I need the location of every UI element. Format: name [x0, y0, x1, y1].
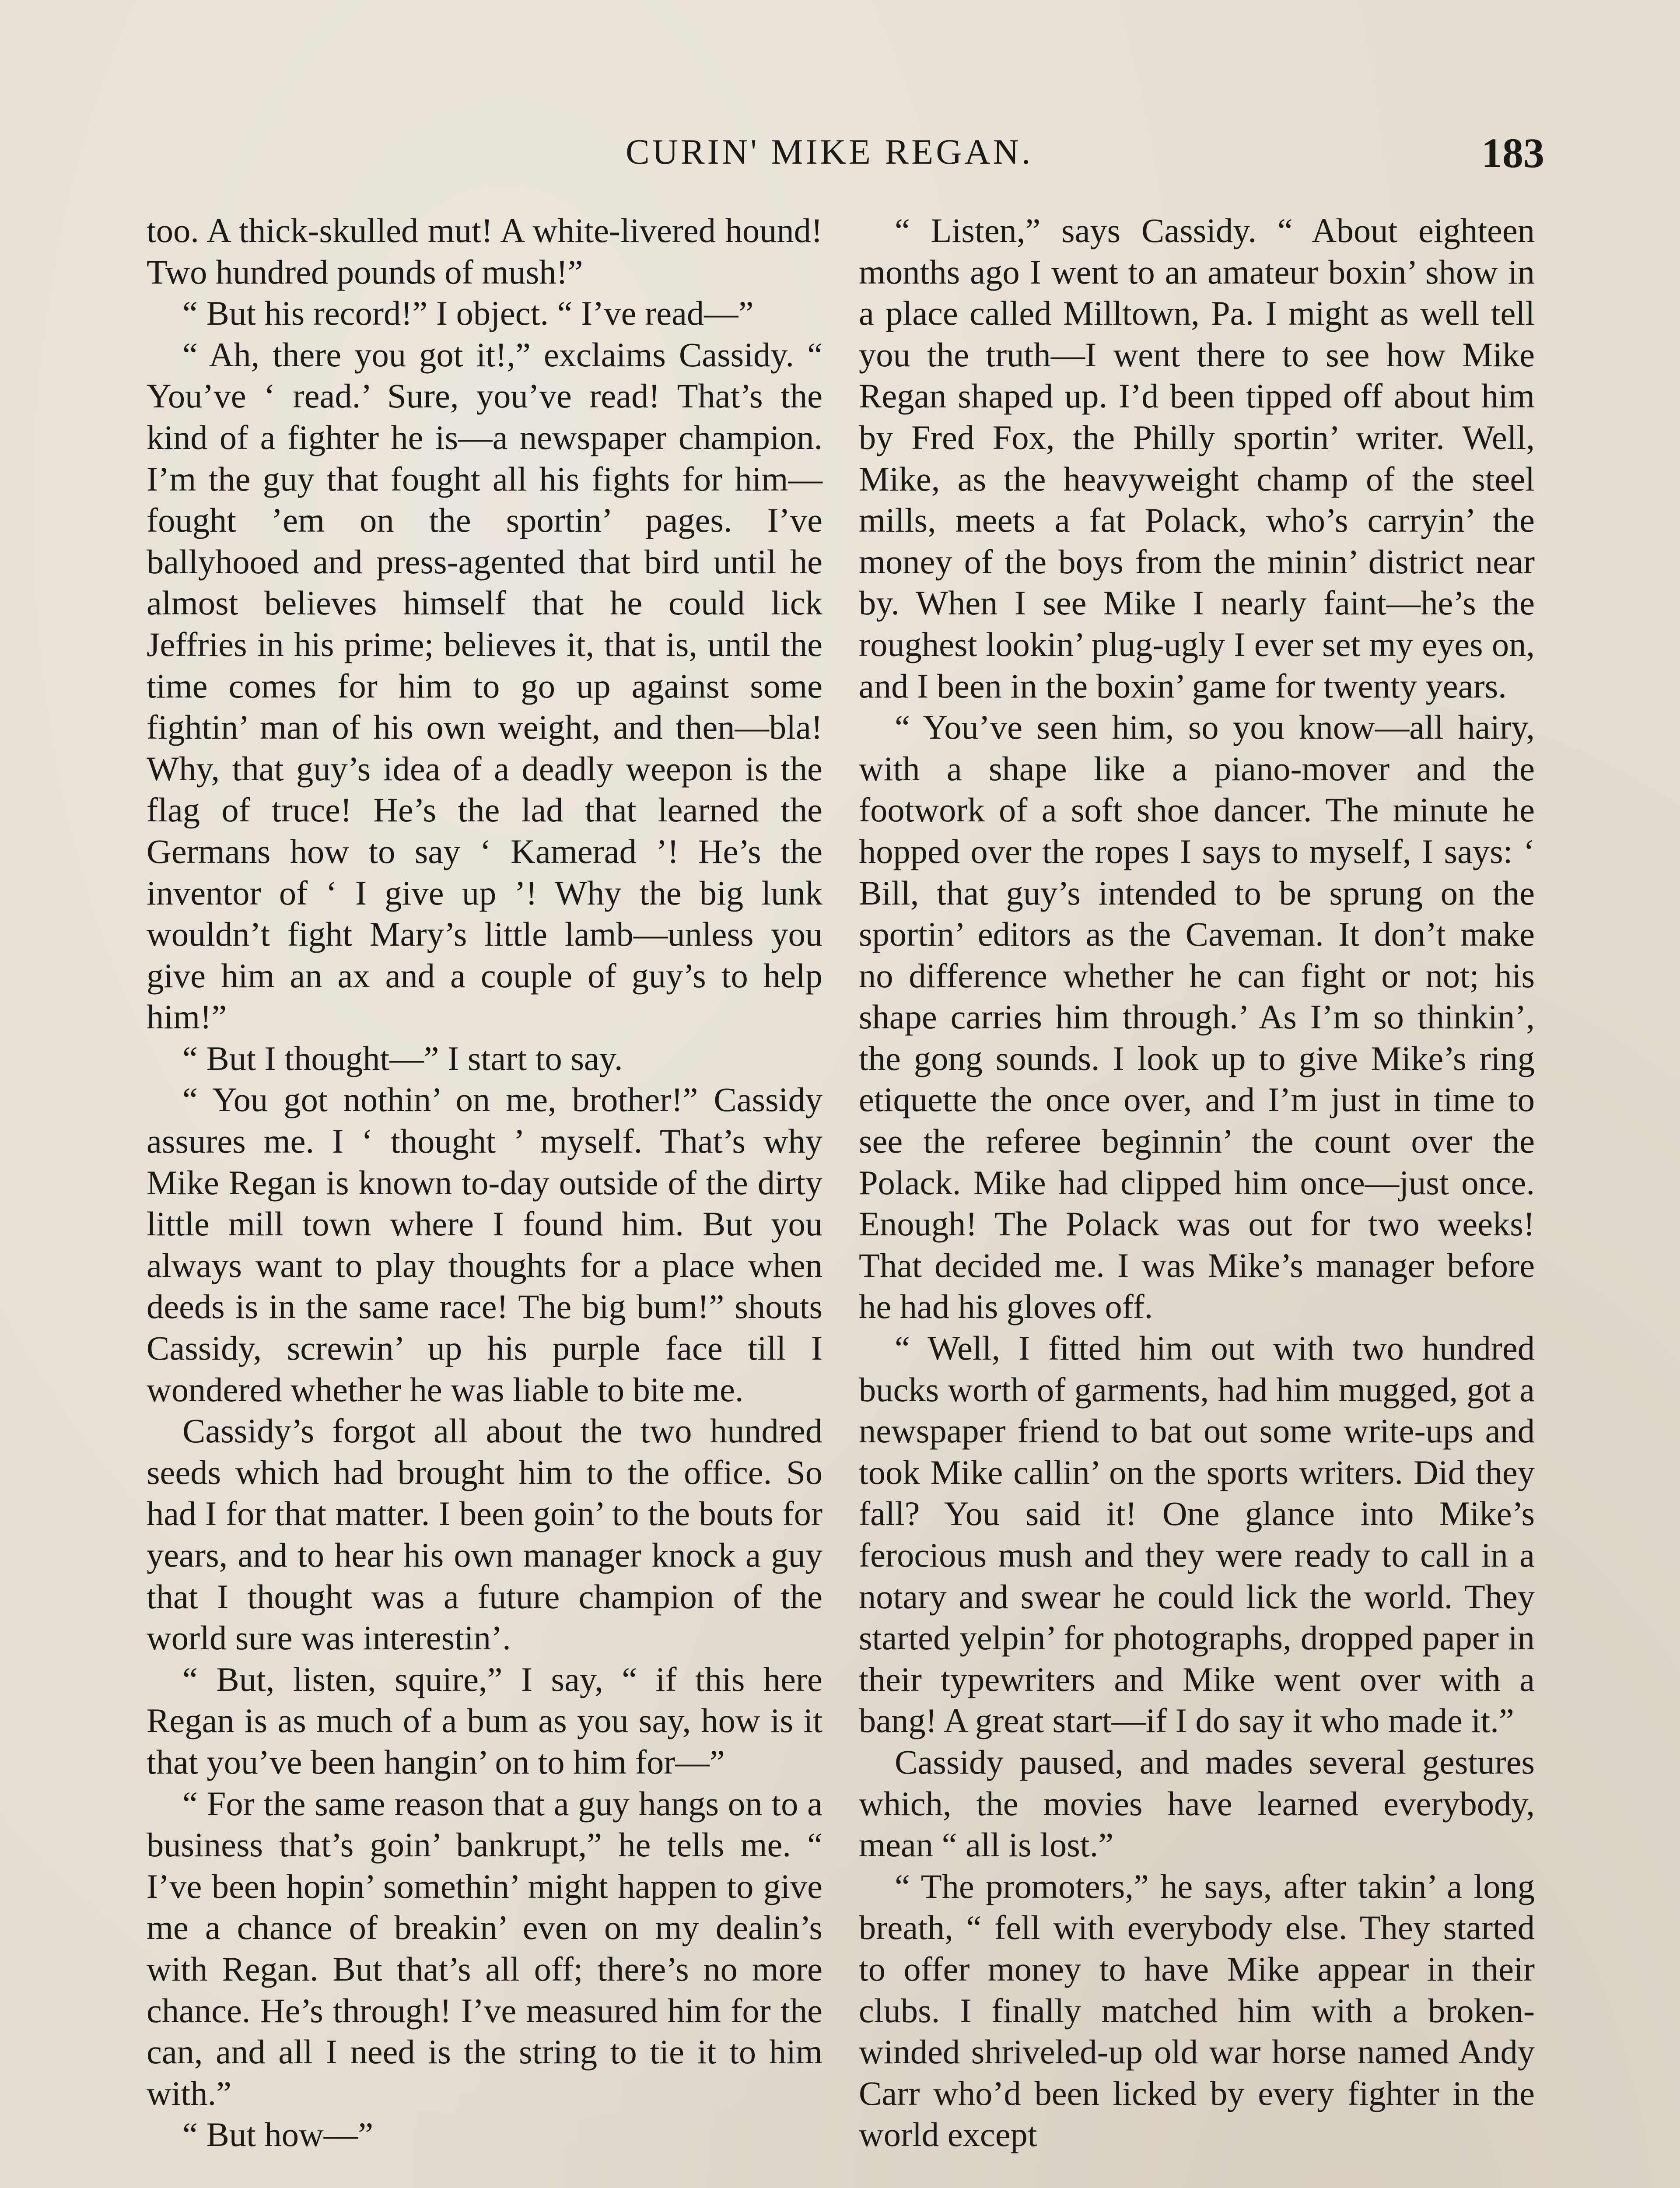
paragraph: “ The promoters,” he says, after takin’ a long breath, “ fell with everybody else. They started to offer money to have Mike appear in their clubs. I finally matched him with a broken-winded shriveled-up old war horse named Andy Carr who’d been licked by every fighter in the world except: [859, 1867, 1535, 2154]
paragraph: “ Listen,” says Cassidy. “ About eighteen months ago I went to an amateur boxin’ show in a place called Milltown, Pa. I might as well tell you the truth—I went there to see how Mike Regan shaped up. I’d been tipped off about him by Fred Fox, the Philly sportin’ writer. Well, Mike, as the heavyweight champ of the steel mills, meets a fat Polack, who’s carryin’ the money of the boys from the minin’ district near by. When I see Mike I nearly faint—he’s the roughest lookin’ plug-ugly I ever set my eyes on, and I been in the boxin’ game for twenty years.: [859, 211, 1535, 705]
paragraph: “ Well, I fitted him out with two hundred bucks worth of garments, had him mugged, got a newspaper friend to bat out some write-ups and took Mike callin’ on the sports writers. Did they fall? You said it! One glance into Mike’s ferocious mush and they were ready to call in a notary and swear he could lick the world. They started yelpin’ for photographs, dropped paper in their typewriters and Mike went over with a bang! A great start—if I do say it who made it.”: [859, 1329, 1535, 1740]
paragraph: Cassidy’s forgot all about the two hundred seeds which had brought him to the office. So had I for that matter. I been goin’ to the bouts for years, and to hear his own manager knock a guy that I thought was a future champion of the world sure was interestin’.: [147, 1412, 822, 1657]
paragraph: too. A thick-skulled mut! A white-livered hound! Two hundred pounds of mush!”: [147, 211, 822, 291]
paragraph: “ You’ve seen him, so you know—all hairy, with a shape like a piano-mover and the footwork of a soft shoe dancer. The minute he hopped over the ropes I says to myself, I says: ‘ Bill, that guy’s intended to be sprung on the sportin’ editors as the Caveman. It don’t make no difference whether he can fight or not; his shape carries him through.’ As I’m so thinkin’, the gong sounds. I look up to give Mike’s ring etiquette the once over, and I’m just in time to see the referee beginnin’ the count over the Polack. Mike had clipped him once—just once. Enough! The Polack was out for two weeks! That decided me. I was Mike’s manager before he had his gloves off.: [859, 708, 1535, 1326]
right-column: [859, 210, 1535, 2156]
page-header: [144, 131, 1544, 184]
paragraph: “ For the same reason that a guy hangs on to a business that’s goin’ bankrupt,” he tells me. “ I’ve been hopin’ somethin’ might happen to give me a chance of breakin’ even on my dealin’s with Regan. But that’s all off; there’s no more chance. He’s through! I’ve measured him for the can, and all I need is the string to tie it to him with.”: [147, 1784, 822, 2112]
paragraph: Cassidy paused, and mades several gestures which, the movies have learned everybody, mean “ all is lost.”: [859, 1743, 1535, 1864]
paragraph: “ You got nothin’ on me, brother!” Cassidy assures me. I ‘ thought ’ myself. That’s why Mike Regan is known to-day outside of the dirty little mill town where I found him. But you always want to play thoughts for a place when deeds is in the same race! The big bum!” shouts Cassidy, screwin’ up his purple face till I wondered whether he was liable to bite me.: [147, 1080, 822, 1409]
left-column: [147, 210, 822, 2156]
paragraph: “ But, listen, squire,” I say, “ if this here Regan is as much of a bum as you say, how is it that you’ve been hangin’ on to him for—”: [147, 1660, 822, 1781]
paragraph: “ But his record!” I object. “ I’ve read—”: [182, 294, 754, 333]
paragraph: “ Ah, there you got it!,” exclaims Cassidy. “ You’ve ‘ read.’ Sure, you’ve read! That’s the kind of a fighter he is—a newspaper champion. I’m the guy that fought all his fights for him—fought ’em on the sportin’ pages. I’ve ballyhooed and press-agented that bird until he almost believes himself that he could lick Jeffries in his prime; believes it, that is, until the time comes for him to go up against some fightin’ man of his own weight, and then—bla! Why, that guy’s idea of a deadly weepon is the flag of truce! He’s the lad that learned the Germans how to say ‘ Kamerad ’! He’s the inventor of ‘ I give up ’! Why the big lunk wouldn’t fight Mary’s little lamb—unless you give him an ax and a couple of guy’s to help him!”: [147, 335, 822, 1036]
page-number: 183: [1481, 130, 1544, 176]
paragraph: “ But I thought—” I start to say.: [182, 1039, 623, 1077]
running-head: CURIN' MIKE REGAN.: [626, 132, 1033, 172]
paragraph: “ But how—”: [182, 2115, 374, 2154]
